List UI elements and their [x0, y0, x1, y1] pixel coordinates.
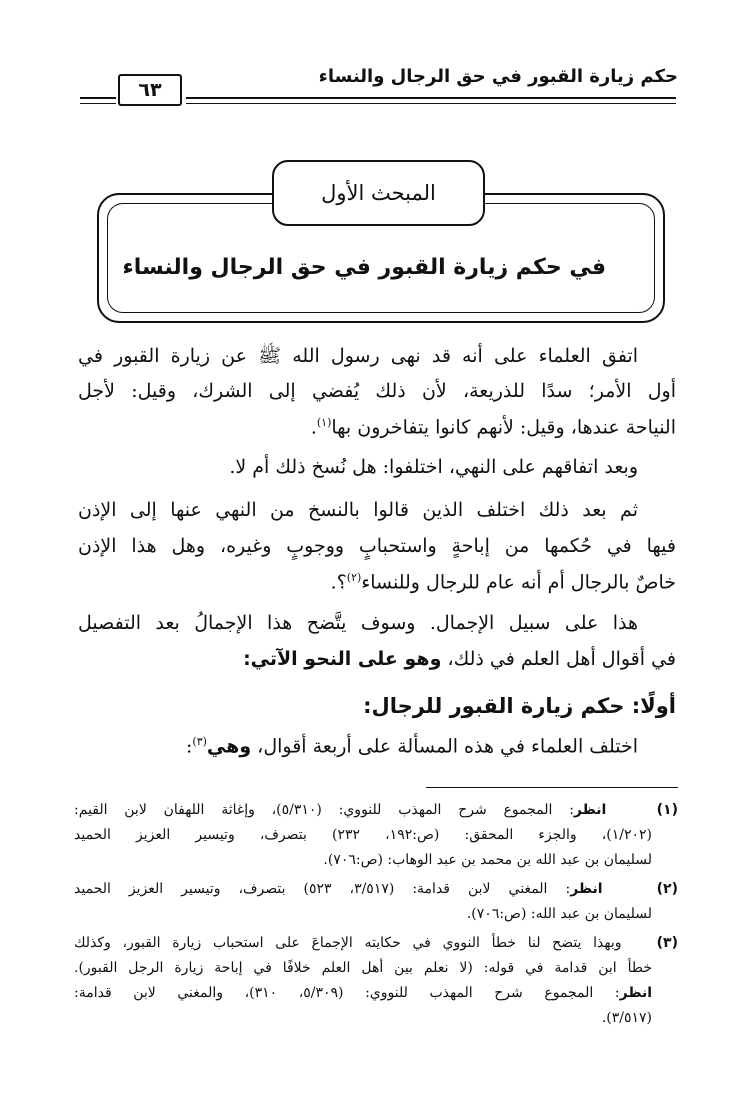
body-line — [331, 571, 676, 593]
body-line — [243, 648, 676, 670]
footnote-line: لسليمان بن عبد الله بن محمد بن عبد الوهاب: (ص:٧٠٦). — [323, 852, 652, 868]
footnote-line: لسليمان بن عبد الله: (ص:٧٠٦). — [466, 906, 652, 922]
footnote-line — [74, 935, 678, 951]
body-line — [311, 416, 676, 438]
body-line: أول الأمر؛ سدًا للذريعة، لأن ذلك يُفضي إلى الشرك، وقيل: لأجل — [78, 380, 676, 402]
footnote-separator — [426, 787, 678, 788]
body-text: خاصٌ بالرجال أم أنه عام للرجال وللنساء — [361, 571, 676, 594]
footnote-text: : المجموع شرح المهذب للنووي: (٥/٣١٠)، وإغاثة اللهفان لابن القيم: — [74, 802, 574, 818]
footnote-number: (٣) — [656, 935, 678, 951]
body-text-bold: وهي — [206, 735, 252, 758]
section-heading: أولًا: حكم زيارة القبور للرجال: — [363, 694, 676, 718]
body-text: . — [310, 416, 317, 439]
chapter-title: في حكم زيارة القبور في حق الرجال والنساء — [122, 255, 606, 280]
footnote-number: (١) — [656, 802, 678, 818]
chapter-label-tab — [272, 160, 485, 226]
body-line: اتفق العلماء على أنه قد نهى رسول الله ﷺ عن زيارة القبور في — [78, 345, 638, 367]
footnote-ref: (٢) — [346, 571, 362, 584]
body-text: ؟. — [330, 571, 347, 594]
page-number — [118, 74, 182, 106]
header-rule-right — [186, 97, 676, 99]
footnote-line — [74, 802, 678, 818]
footnote-line — [74, 881, 678, 897]
chapter-label: المبحث الأول — [321, 181, 436, 205]
body-text: النياحة عندها، وقيل: لأنهم كانوا يتفاخرون بها — [331, 416, 676, 439]
body-text: اختلف العلماء في هذه المسألة على أربعة أقوال، — [251, 735, 638, 758]
footnote-number: (٢) — [656, 881, 678, 897]
footnote-text: : المغني لابن قدامة: (٣/٥١٧، ٥٢٣) بتصرف، وتيسير العزيز الحميد — [74, 881, 571, 897]
footnote-line — [74, 985, 652, 1001]
footnote-line: (٣/٥١٧). — [601, 1010, 652, 1026]
body-line: فيها في حُكمها من إباحةٍ واستحبابٍ ووجوبٍ وغيره، وهل هذا الإذن — [78, 535, 676, 557]
footnote-bold: انظر — [573, 802, 607, 818]
footnote-bold: انظر — [619, 985, 653, 1001]
body-text-bold: وهو على النحو الآتي: — [243, 648, 442, 670]
page-number-text: ٦٣ — [138, 79, 162, 101]
body-line: هذا على سبيل الإجمال. وسوف يتَّضح هذا الإجمالُ بعد التفصيل — [78, 612, 638, 634]
footnote-line: خطأ ابن قدامة في قوله: (لا نعلم بين أهل العلم خلافًا في إباحة زيارة الرجل القبور). — [74, 960, 652, 976]
footnote-text: : المجموع شرح المهذب للنووي: (٥/٣٠٩، ٣١٠)، والمغني لابن قدامة: — [74, 985, 620, 1001]
body-text: : — [186, 735, 193, 758]
footnote-text: وبهذا يتضح لنا خطأ النووي في حكايته الإجماعَ على استحباب زيارة القبور، وكذلك — [74, 935, 622, 951]
footnote-ref: (١) — [316, 416, 332, 429]
body-line: وبعد اتفاقهم على النهي، اختلفوا: هل نُسخ ذلك أم لا. — [229, 456, 638, 478]
body-line — [186, 735, 638, 757]
footnote-line: (١/٢٠٢)، والجزء المحقق: (ص:١٩٢، ٢٣٢) بتصرف، وتيسير العزيز الحميد — [74, 827, 653, 843]
body-text: في أقوال أهل العلم في ذلك، — [441, 648, 676, 670]
running-title: حكم زيارة القبور في حق الرجال والنساء — [318, 66, 678, 87]
footnote-ref: (٣) — [192, 735, 207, 748]
header-rule-left — [80, 97, 116, 99]
header-rule-right-thin — [186, 103, 676, 104]
body-line: ثم بعد ذلك اختلف الذين قالوا بالنسخ من النهي عنها إلى الإذن — [78, 499, 638, 521]
footnote-bold: انظر — [570, 881, 603, 897]
header-rule-left-thin — [80, 103, 116, 104]
